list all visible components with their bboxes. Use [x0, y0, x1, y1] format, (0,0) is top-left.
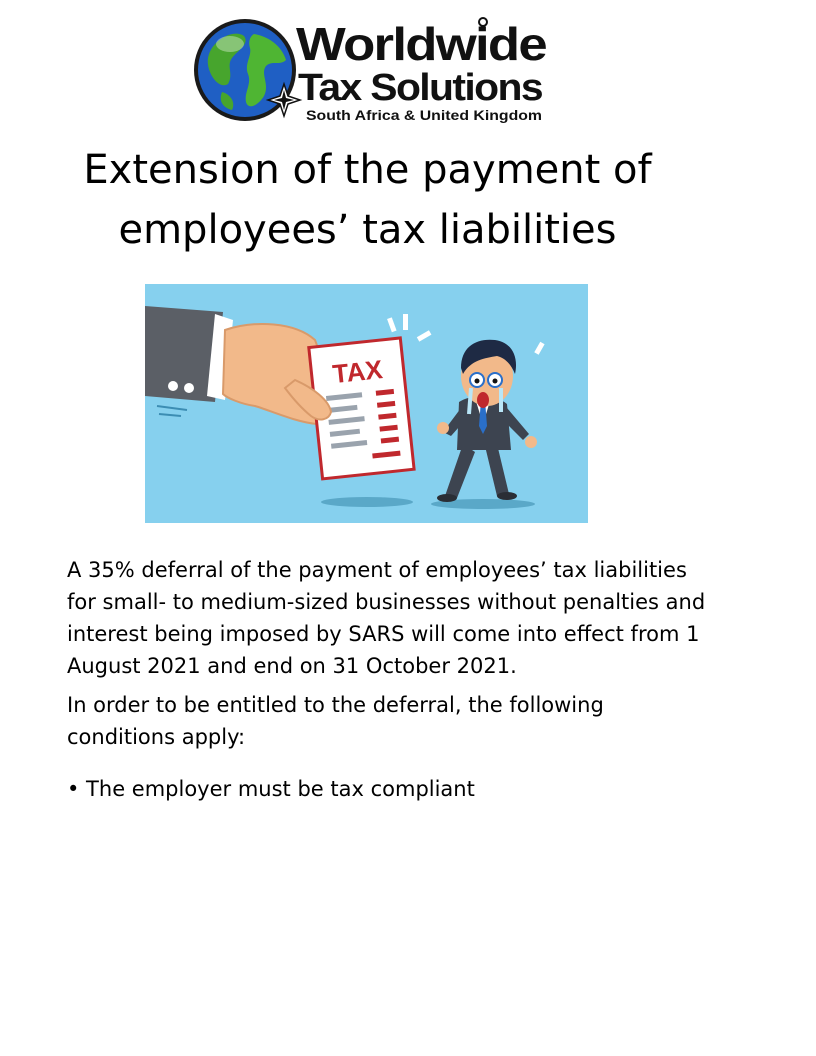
conditions-list — [67, 773, 707, 805]
page-title — [40, 140, 695, 260]
company-logo — [192, 14, 552, 126]
paragraph-conditions: In order to be entitled to the deferral, the following conditions apply: — [67, 693, 604, 749]
title-line-2: employees’ tax liabilities — [118, 207, 617, 253]
title-line-1: Extension of the payment of — [83, 147, 652, 193]
tax-illustration — [145, 284, 588, 523]
paragraph-deferral: A 35% deferral of the payment of employees’ tax liabilities for small- to medium-sized businesses without penalties and interest being imposed by SARS will come into effect from 1 August 2021 and end on 31 October 2021. — [67, 558, 706, 678]
logo-tagline: South Africa & United Kingdom — [306, 108, 542, 123]
logo-line1: Worldwide — [296, 18, 548, 70]
list-item: • The employer must be tax compliant — [67, 777, 475, 801]
tax-paper-label: TAX — [331, 354, 385, 390]
logo-line2: Tax Solutions — [298, 67, 543, 109]
article-body — [67, 554, 707, 805]
